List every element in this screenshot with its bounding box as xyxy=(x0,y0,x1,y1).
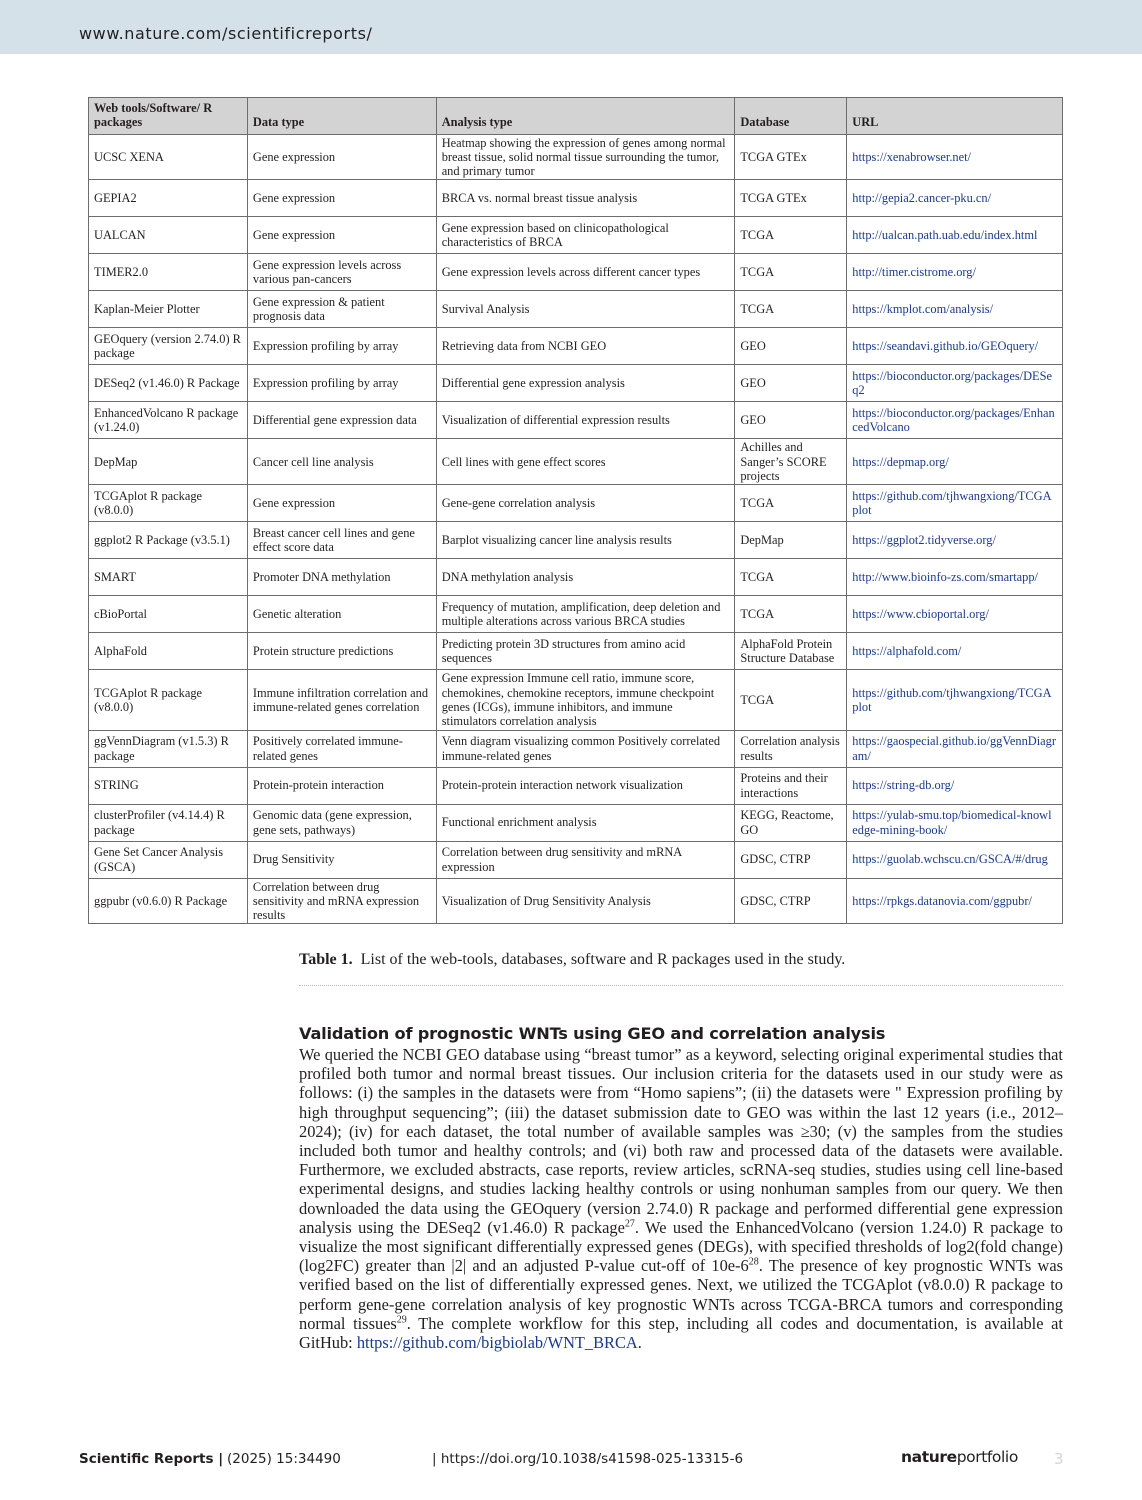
table-row xyxy=(89,730,1063,767)
cell-tool: DESeq2 (v1.46.0) R Package xyxy=(89,365,248,402)
column-header-data-type: Data type xyxy=(247,98,436,135)
cell-database: GDSC, CTRP xyxy=(735,841,847,878)
logo-nature: nature xyxy=(901,1448,957,1466)
table-row xyxy=(89,402,1063,439)
cell-tool: cBioPortal xyxy=(89,596,248,633)
cell-url[interactable]: http://www.bioinfo-zs.com/smartapp/ xyxy=(847,559,1063,596)
table-row xyxy=(89,134,1063,180)
cell-database: TCGA xyxy=(735,485,847,522)
cell-data-type: Breast cancer cell lines and gene effect score data xyxy=(247,522,436,559)
cell-url[interactable]: https://github.com/tjhwangxiong/TCGAplot xyxy=(847,485,1063,522)
cell-tool: clusterProfiler (v4.14.4) R package xyxy=(89,804,248,841)
cell-tool: ggpubr (v0.6.0) R Package xyxy=(89,878,248,924)
table-row xyxy=(89,559,1063,596)
table-row xyxy=(89,767,1063,804)
section-heading: Validation of prognostic WNTs using GEO and correlation analysis xyxy=(299,1024,886,1043)
cell-tool: TCGAplot R package (v8.0.0) xyxy=(89,485,248,522)
cell-url[interactable]: https://guolab.wchscu.cn/GSCA/#/drug xyxy=(847,841,1063,878)
cell-analysis-type: Gene expression levels across different cancer types xyxy=(436,254,735,291)
table-row xyxy=(89,485,1063,522)
column-header-tool: Web tools/Software/ R packages xyxy=(89,98,248,135)
cell-database: TCGA xyxy=(735,559,847,596)
table-row xyxy=(89,291,1063,328)
cell-database: TCGA GTEx xyxy=(735,180,847,217)
cell-database: GEO xyxy=(735,365,847,402)
table-row xyxy=(89,804,1063,841)
cell-data-type: Expression profiling by array xyxy=(247,365,436,402)
cell-url[interactable]: https://kmplot.com/analysis/ xyxy=(847,291,1063,328)
cell-data-type: Expression profiling by array xyxy=(247,328,436,365)
table-row xyxy=(89,180,1063,217)
body-part-1: We queried the NCBI GEO database using “breast tumor” as a keyword, selecting original experimental studies that profiled both tumor and normal breast tissues. Our inclusion criteria for the datasets used in our study were as follows: (i) the samples in the datasets were from “Homo sapiens”; (ii) the datasets were " Expression profiling by high throughput sequencing”; (iii) the dataset submission date to GEO was within the last 12 years (i.e., 2012–2024); (iv) for each dataset, the total number of available samples was ≥30; (v) the samples from the studies included both tumor and healthy controls; and (vi) both raw and processed data of the datasets were available. Furthermore, we excluded abstracts, case reports, review articles, scRNA-seq studies, studies using cell line-based experimental designs, and studies lacking healthy controls or using nonhuman samples from our query. We then downloaded the data using the GEOquery (version 2.74.0) R package and performed differential gene expression analysis using the DESeq2 (v1.46.0) R package xyxy=(299,1045,1063,1237)
cell-data-type: Gene expression xyxy=(247,180,436,217)
cell-data-type: Genetic alteration xyxy=(247,596,436,633)
cell-analysis-type: Predicting protein 3D structures from amino acid sequences xyxy=(436,633,735,670)
cell-tool: ggVennDiagram (v1.5.3) R package xyxy=(89,730,248,767)
github-link[interactable]: https://github.com/bigbiolab/WNT_BRCA xyxy=(356,1333,638,1353)
cell-url[interactable]: https://alphafold.com/ xyxy=(847,633,1063,670)
cell-database: Proteins and their interactions xyxy=(735,767,847,804)
tools-table xyxy=(88,97,1063,924)
cell-tool: UCSC XENA xyxy=(89,134,248,180)
cell-tool: TCGAplot R package (v8.0.0) xyxy=(89,670,248,730)
cell-url[interactable]: http://timer.cistrome.org/ xyxy=(847,254,1063,291)
cell-tool: AlphaFold xyxy=(89,633,248,670)
cell-tool: Gene Set Cancer Analysis (GSCA) xyxy=(89,841,248,878)
column-header-database: Database xyxy=(735,98,847,135)
nature-portfolio-logo xyxy=(901,1448,1018,1466)
cell-analysis-type: BRCA vs. normal breast tissue analysis xyxy=(436,180,735,217)
column-header-analysis-type: Analysis type xyxy=(436,98,735,135)
table-caption xyxy=(299,950,1063,970)
cell-database: TCGA xyxy=(735,670,847,730)
cell-url[interactable]: https://seandavi.github.io/GEOquery/ xyxy=(847,328,1063,365)
footer-journal: Scientific Reports | xyxy=(79,1451,224,1467)
footer-volume: (2025) 15:34490 xyxy=(227,1451,341,1467)
cell-data-type: Protein structure predictions xyxy=(247,633,436,670)
table-header-row xyxy=(89,98,1063,135)
cell-url[interactable]: https://bioconductor.org/packages/EnhancedVolcano xyxy=(847,402,1063,439)
citation-29[interactable]: 29 xyxy=(396,1314,407,1326)
cell-data-type: Correlation between drug sensitivity and mRNA expression results xyxy=(247,878,436,924)
cell-url[interactable]: https://www.cbioportal.org/ xyxy=(847,596,1063,633)
cell-tool: DepMap xyxy=(89,439,248,485)
cell-data-type: Immune infiltration correlation and immune-related genes correlation xyxy=(247,670,436,730)
cell-analysis-type: Differential gene expression analysis xyxy=(436,365,735,402)
cell-analysis-type: Gene expression based on clinicopathological characteristics of BRCA xyxy=(436,217,735,254)
cell-database: GDSC, CTRP xyxy=(735,878,847,924)
table-body xyxy=(89,134,1063,924)
cell-database: TCGA xyxy=(735,217,847,254)
cell-analysis-type: Frequency of mutation, amplification, deep deletion and multiple alterations across various BRCA studies xyxy=(436,596,735,633)
caption-text: List of the web-tools, databases, software and R packages used in the study. xyxy=(360,951,846,968)
cell-analysis-type: Venn diagram visualizing common Positively correlated immune-related genes xyxy=(436,730,735,767)
table-row xyxy=(89,522,1063,559)
cell-data-type: Gene expression xyxy=(247,134,436,180)
cell-url[interactable]: https://rpkgs.datanovia.com/ggpubr/ xyxy=(847,878,1063,924)
table-row xyxy=(89,365,1063,402)
table-row xyxy=(89,841,1063,878)
cell-database: TCGA GTEx xyxy=(735,134,847,180)
table-row xyxy=(89,878,1063,924)
cell-data-type: Gene expression levels across various pan-cancers xyxy=(247,254,436,291)
cell-url[interactable]: https://github.com/tjhwangxiong/TCGAplot xyxy=(847,670,1063,730)
cell-data-type: Genomic data (gene expression, gene sets, pathways) xyxy=(247,804,436,841)
cell-analysis-type: Retrieving data from NCBI GEO xyxy=(436,328,735,365)
cell-url[interactable]: https://string-db.org/ xyxy=(847,767,1063,804)
cell-analysis-type: Gene expression Immune cell ratio, immune score, chemokines, chemokine receptors, immune checkpoint genes (ICGs), immune inhibitors, and immune stimulators correlation analysis xyxy=(436,670,735,730)
section-body xyxy=(299,1045,1063,1352)
body-part-4: . The complete workflow for this step, including all codes and documentation, is available at GitHub: xyxy=(299,1313,1063,1353)
cell-url[interactable]: https://ggplot2.tidyverse.org/ xyxy=(847,522,1063,559)
citation-28[interactable]: 28 xyxy=(748,1256,759,1268)
cell-url[interactable]: https://depmap.org/ xyxy=(847,439,1063,485)
cell-database: AlphaFold Protein Structure Database xyxy=(735,633,847,670)
cell-database: TCGA xyxy=(735,596,847,633)
cell-database: GEO xyxy=(735,402,847,439)
body-part-5: . xyxy=(637,1333,642,1353)
cell-data-type: Gene expression & patient prognosis data xyxy=(247,291,436,328)
column-header-url: URL xyxy=(847,98,1063,135)
cell-analysis-type: Functional enrichment analysis xyxy=(436,804,735,841)
caption-divider xyxy=(299,985,1063,986)
cell-tool: ggplot2 R Package (v3.5.1) xyxy=(89,522,248,559)
page-number: 3 xyxy=(1054,1450,1064,1468)
table-row xyxy=(89,217,1063,254)
table-row xyxy=(89,439,1063,485)
cell-tool: UALCAN xyxy=(89,217,248,254)
cell-analysis-type: Visualization of Drug Sensitivity Analysis xyxy=(436,878,735,924)
body-part-2: . We used the EnhancedVolcano (version 1.24.0) R package to visualize the most significant differentially expressed genes (DEGs), with specified thresholds of log2(fold change) (log2FC) greater than |2| and an adjusted P-value cut-off of 10e-6 xyxy=(299,1217,1063,1276)
cell-analysis-type: Survival Analysis xyxy=(436,291,735,328)
cell-analysis-type: Protein-protein interaction network visualization xyxy=(436,767,735,804)
cell-database: Achilles and Sanger’s SCORE projects xyxy=(735,439,847,485)
cell-database: GEO xyxy=(735,328,847,365)
cell-tool: EnhancedVolcano R package (v1.24.0) xyxy=(89,402,248,439)
cell-tool: Kaplan-Meier Plotter xyxy=(89,291,248,328)
cell-tool: STRING xyxy=(89,767,248,804)
cell-data-type: Positively correlated immune-related genes xyxy=(247,730,436,767)
site-url[interactable]: www.nature.com/scientificreports/ xyxy=(79,24,373,43)
cell-data-type: Cancer cell line analysis xyxy=(247,439,436,485)
citation-27[interactable]: 27 xyxy=(624,1218,635,1230)
cell-tool: TIMER2.0 xyxy=(89,254,248,291)
cell-url[interactable]: https://yulab-smu.top/biomedical-knowledge-mining-book/ xyxy=(847,804,1063,841)
cell-database: KEGG, Reactome, GO xyxy=(735,804,847,841)
table-row xyxy=(89,328,1063,365)
cell-data-type: Differential gene expression data xyxy=(247,402,436,439)
cell-tool: GEOquery (version 2.74.0) R package xyxy=(89,328,248,365)
cell-analysis-type: Heatmap showing the expression of genes among normal breast tissue, solid normal tissue surrounding the tumor, and primary tumor xyxy=(436,134,735,180)
cell-data-type: Promoter DNA methylation xyxy=(247,559,436,596)
cell-database: DepMap xyxy=(735,522,847,559)
cell-data-type: Drug Sensitivity xyxy=(247,841,436,878)
cell-url[interactable]: https://gaospecial.github.io/ggVennDiagram/ xyxy=(847,730,1063,767)
cell-analysis-type: Correlation between drug sensitivity and mRNA expression xyxy=(436,841,735,878)
cell-data-type: Gene expression xyxy=(247,217,436,254)
cell-analysis-type: Cell lines with gene effect scores xyxy=(436,439,735,485)
cell-database: Correlation analysis results xyxy=(735,730,847,767)
cell-analysis-type: DNA methylation analysis xyxy=(436,559,735,596)
table-row xyxy=(89,633,1063,670)
cell-database: TCGA xyxy=(735,254,847,291)
table-row xyxy=(89,596,1063,633)
cell-url[interactable]: https://xenabrowser.net/ xyxy=(847,134,1063,180)
cell-analysis-type: Visualization of differential expression results xyxy=(436,402,735,439)
cell-tool: SMART xyxy=(89,559,248,596)
body-part-3: . The presence of key prognostic WNTs was verified based on the list of differentially expressed genes. Next, we utilized the TCGAplot (v8.0.0) R package to perform gene-gene correlation analysis of key prognostic WNTs across TCGA-BRCA tumors and corresponding normal tissues xyxy=(299,1256,1063,1333)
table-row xyxy=(89,254,1063,291)
cell-data-type: Protein-protein interaction xyxy=(247,767,436,804)
cell-url[interactable]: http://ualcan.path.uab.edu/index.html xyxy=(847,217,1063,254)
cell-database: TCGA xyxy=(735,291,847,328)
logo-portfolio: portfolio xyxy=(956,1448,1018,1466)
cell-analysis-type: Barplot visualizing cancer line analysis results xyxy=(436,522,735,559)
cell-analysis-type: Gene-gene correlation analysis xyxy=(436,485,735,522)
cell-url[interactable]: http://gepia2.cancer-pku.cn/ xyxy=(847,180,1063,217)
table-row xyxy=(89,670,1063,730)
cell-tool: GEPIA2 xyxy=(89,180,248,217)
footer-doi[interactable]: | https://doi.org/10.1038/s41598-025-13315-6 xyxy=(432,1451,744,1467)
cell-url[interactable]: https://bioconductor.org/packages/DESeq2 xyxy=(847,365,1063,402)
cell-data-type: Gene expression xyxy=(247,485,436,522)
caption-label: Table 1. xyxy=(299,951,353,968)
